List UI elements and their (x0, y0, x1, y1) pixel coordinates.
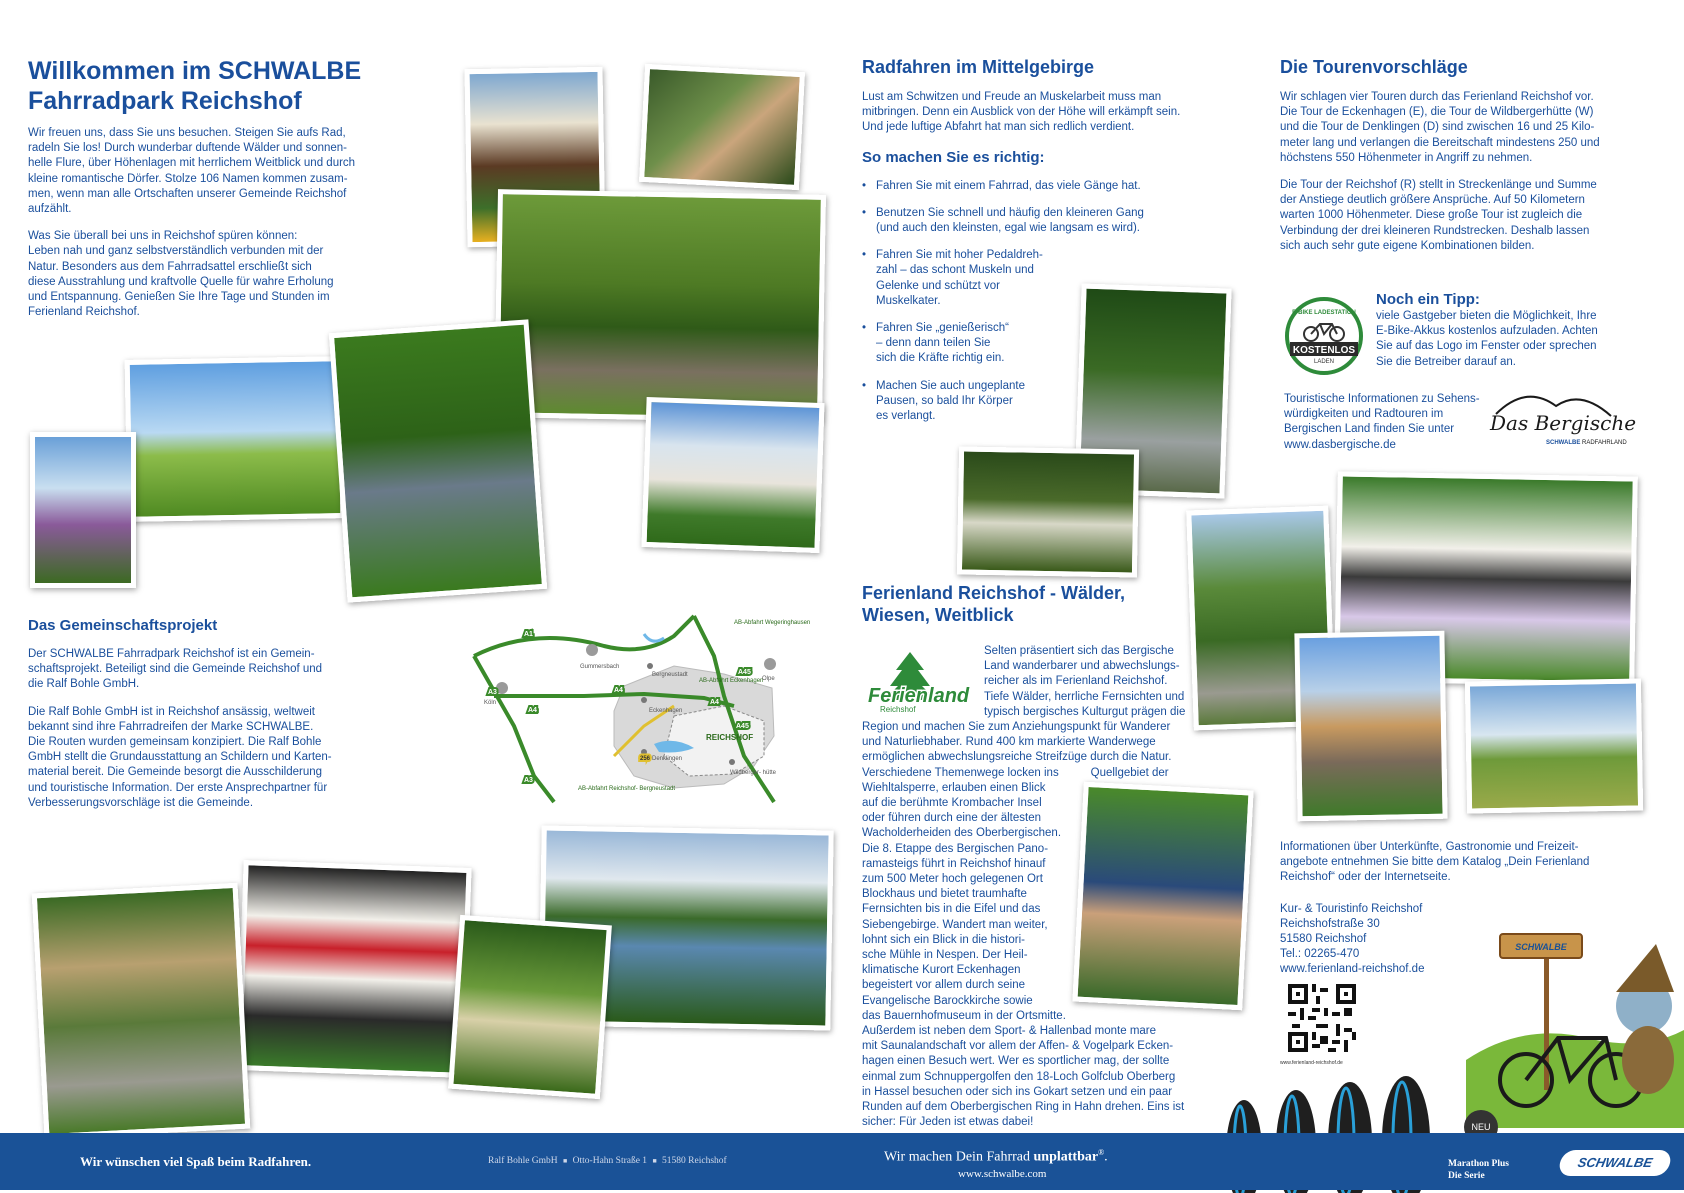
text-line: Muskelkater. (876, 294, 941, 307)
title-line-2: Fahrradpark Reichshof (28, 87, 302, 115)
richtig-title: So machen Sie es richtig: (862, 148, 1045, 166)
text-line: Gelenke und schützt vor (876, 279, 1001, 292)
bergische-logo-svg (1486, 384, 1637, 450)
tip-text (1376, 309, 1646, 370)
text-line: angebote entnehmen Sie bitte dem Katalog „Dein Ferienland (1280, 856, 1590, 869)
text-line: Wir schlagen vier Touren durch das Ferienland Reichshof vor. (1280, 91, 1594, 103)
product-line: Die Serie (1448, 1171, 1485, 1181)
text-line: Sie auf das Logo im Fenster oder sprechen (1376, 340, 1597, 353)
text-line: begeistert vor allem durch seine (862, 979, 1025, 992)
touren-title: Die Tourenvorschläge (1280, 57, 1468, 77)
photo-hill-landscape (1465, 678, 1643, 813)
welcome-para2 (28, 229, 398, 320)
title-line: Ferienland Reichshof - Wälder, (862, 583, 1126, 603)
text-line: Kur- & Touristinfo Reichshof (1280, 902, 1423, 915)
touren-p1 (1280, 90, 1660, 166)
text-line: Bergischen Land finden Sie unter (1284, 423, 1455, 436)
tour-info (1284, 392, 1494, 453)
text-line: auf die berühmte Krombacher Insel (862, 797, 1042, 810)
product-line: Marathon Plus (1448, 1159, 1509, 1169)
photo-stream (957, 446, 1139, 577)
title-line-1: Willkommen im SCHWALBE (28, 57, 362, 85)
mittelgebirge-section (862, 56, 1242, 436)
text-line: helle Flure, über Höhenlagen mit herrlichem Weitblick und durch (28, 157, 356, 170)
map-dot (641, 749, 647, 755)
text-line: diese Ausstrahlung und kraftvolle Quelle für wahre Erholung (28, 275, 334, 288)
text-line: Die Ralf Bohle GmbH ist in Reichshof ansässig, weltweit (28, 705, 315, 718)
text-line: und touristische Information. Der erste Ansprechpartner für (28, 781, 328, 794)
photo-heather (30, 432, 136, 588)
map-road-label: A4 (614, 687, 623, 694)
map-label: Eckenhagen (649, 708, 683, 714)
ferienland-title (862, 582, 1242, 626)
map-road-label: A1 (524, 631, 533, 638)
photo-forest-path (448, 915, 612, 1099)
mittelgebirge-title: Radfahren im Mittelgebirge (862, 57, 1095, 77)
text-line: Tel.: 02265-470 (1280, 948, 1360, 961)
text-line: Verbesserungsvorschläge ist die Gemeinde. (28, 796, 254, 809)
text-line: die Ralf Bohle GmbH. (28, 678, 140, 691)
text-line: Natur. Besonders aus dem Fahrradsattel erschließt sich (28, 260, 312, 273)
text-line: und Naturliebhaber. Rund 400 km markierte Wanderwege (862, 736, 1156, 749)
text-line: Ferienland Reichshof. (28, 306, 140, 319)
text-line: Reichshofstraße 30 (1280, 917, 1380, 930)
mascot-illustration (1466, 910, 1684, 1128)
map-dot (641, 697, 647, 703)
touren-p2 (1280, 178, 1660, 254)
region-map (474, 616, 811, 802)
map-road-label: A4 (528, 707, 537, 714)
text-line: • Fahren Sie mit einem Fahrrad, das viele Gänge hat. (876, 179, 1141, 192)
text-line: viele Gastgeber bieten die Möglichkeit, Ihre (1376, 310, 1597, 322)
text-line: klimatische Kurort Eckenhagen (862, 964, 1021, 977)
text-line: material bereit. Die Gemeinde besorgt die Ausschilderung (28, 766, 323, 779)
map-label: Bergneustadt (652, 672, 688, 678)
tip-title: Noch ein Tipp: (1376, 291, 1480, 308)
qr-code-icon (1288, 984, 1356, 1052)
mascot-body (1622, 1026, 1674, 1094)
text-line: Was Sie überall bei uns in Reichshof spüren können: (28, 230, 298, 243)
text-line: Fernsichten bis in die Eifel und das (862, 903, 1041, 916)
website-link[interactable]: www.ferienland-reichshof.de (1280, 963, 1425, 976)
map-label: AB-Abfahrt Reichshof- Bergneustadt (578, 786, 676, 792)
badge-top-text: E-BIKE LADESTATION (1292, 310, 1356, 316)
text-line: und Entspannung. Genießen Sie Ihre Tage und Stunden im (28, 291, 330, 304)
photo-cyclists-road (494, 189, 826, 423)
text-line: Siebengebirge. Wandert man weiter, (862, 918, 1048, 931)
text-line: radeln Sie los! Durch wunderbar duftende Wälder und sonnen- (28, 142, 347, 155)
text-line: Tiefe Wälder, herrliche Fernsichten und (984, 690, 1185, 703)
photo-meadow (125, 356, 346, 522)
separator-icon: ■ (652, 1157, 657, 1165)
text-line: Lust am Schwitzen und Freude an Muskelarbeit muss man (862, 91, 1162, 103)
map-road-label: A3 (524, 777, 533, 784)
map-label: AB-Abfahrt Eckenhagen (699, 678, 764, 684)
text-line: men, wenn man alle Ortschaften unserer Gemeinde Reichshof (28, 187, 347, 200)
text-line: das Bauernhofmuseum in der Ortsmitte. (862, 1009, 1066, 1022)
map-road-label: A3 (488, 689, 497, 696)
footer-address (488, 1156, 727, 1166)
gemeinschaft-p2 (28, 705, 398, 811)
text-line: Pausen, so bald Ihr Körper (876, 394, 1013, 407)
text-line: Die Tour de Eckenhagen (E), die Tour de Wildbergerhütte (W) (1280, 106, 1594, 119)
text-line: sche Mühle in Nespen. Der Heil- (862, 949, 1028, 962)
text-line: schaftsprojekt. Beteiligt sind die Gemeinde Reichshof und (28, 663, 323, 676)
qr-code[interactable] (1288, 984, 1356, 1052)
text-line: Selten präsentiert sich das Bergische (984, 645, 1174, 657)
map-dot (586, 644, 598, 656)
map-road-label: A45 (738, 669, 751, 676)
text-line: Touristische Informationen zu Sehens- (1284, 393, 1480, 405)
map-label: Gummersbach (580, 664, 620, 670)
text-line: typisch bergisches Kulturgut prägen die (984, 705, 1186, 718)
text-line: lohnt sich ein Blick in die histori- (862, 933, 1025, 946)
text-line: zahl – das schont Muskeln und (876, 264, 1034, 277)
ferienland-section (862, 582, 1242, 626)
text-line: • Fahren Sie mit hoher Pedaldreh- (876, 249, 1043, 262)
text-line: sich auch sehr gute eigene Kombinationen bilden. (1280, 239, 1535, 252)
gemeinschaft-p1 (28, 647, 398, 693)
tip-bullet (862, 179, 1242, 194)
text-line: Wir freuen uns, dass Sie uns besuchen. Steigen Sie aufs Rad, (28, 127, 346, 139)
text-line: bekannt sind ihre Fahrradreifen der Marke SCHWALBE. (28, 720, 314, 733)
text-line: warten 1000 Höhenmeter. Diese große Tour ist zugleich die (1280, 209, 1583, 222)
footer-greeting: Wir wünschen viel Spaß beim Radfahren. (80, 1154, 312, 1169)
photo-church (1294, 631, 1447, 822)
footer-slogan (884, 1148, 1108, 1166)
text-line: Sie die Betreiber darauf an. (1376, 355, 1517, 368)
title-line: Wiesen, Weitblick (862, 605, 1014, 625)
footer-street: Otto-Hahn Straße 1 (572, 1156, 648, 1166)
logo-sub-schwalbe: SCHWALBE (1546, 440, 1581, 446)
text-line: Verbindung der drei kleineren Rundstrecken. Deshalb lassen (1280, 224, 1590, 237)
slogan-pre: Wir machen Dein Fahrrad (884, 1149, 1030, 1165)
map-dot (647, 663, 653, 669)
tip-bullet (862, 379, 1242, 425)
photo-couple (639, 64, 805, 190)
text-line: Verschiedene Themenwege locken ins Quellgebiet der (862, 766, 1169, 779)
logo-script: Das Bergische (1490, 411, 1637, 435)
gemeinschaft-section (28, 616, 398, 823)
text-line: mitbringen. Denn ein Ausblick von der Höhe will erkämpft sein. (862, 106, 1181, 119)
text-line: es verlangt. (876, 410, 936, 423)
map-label: AB-Abfahrt Wegeringhausen (734, 620, 811, 626)
text-line: würdigkeiten und Radtouren im (1284, 408, 1444, 421)
logo-text: Ferienland (868, 685, 970, 707)
badge-kostenlos: KOSTENLOS (1292, 345, 1356, 356)
map-road-a1 (474, 616, 694, 656)
map-road-label: A45 (736, 723, 749, 730)
neu-badge: NEU (1464, 1110, 1498, 1144)
text-line: Reichshof“ oder der Internetseite. (1280, 871, 1451, 884)
text-line: Region und machen Sie zum Anziehungspunkt für Wanderer (862, 721, 1171, 734)
mittelgebirge-intro (862, 90, 1242, 136)
text-line: Wiehltalsperre, erlauben einen Blick (862, 781, 1046, 794)
map-label: Köln (484, 700, 497, 706)
welcome-intro (28, 126, 398, 217)
map-label: Olpe (762, 676, 775, 682)
text-line: sich die Kräfte richtig ein. (876, 352, 1005, 365)
map-dot (764, 658, 776, 670)
schwalbe-logo (1557, 1150, 1673, 1176)
text-line: ermöglichen abwechslungsreiche Streifzüge durch die Natur. (862, 751, 1172, 764)
slogan-bold: unplattbar (1033, 1149, 1099, 1165)
ebike-badge (1284, 296, 1364, 376)
text-line: Blockhaus und bietet traumhafte (862, 888, 1027, 901)
text-line: Informationen über Unterkünfte, Gastronomie und Freizeit- (1280, 841, 1579, 853)
text-line: mit Saunalandschaft vor allem der Affen- & Vogelpark Ecken- (862, 1040, 1174, 1053)
text-line: • Benutzen Sie schnell und häufig den kleineren Gang (876, 206, 1144, 219)
text-line: 51580 Reichshof (1280, 933, 1367, 946)
text-line: aufzählt. (28, 203, 72, 216)
touren-section (1280, 56, 1660, 266)
map-road-label: 256 (640, 756, 651, 762)
map-dot (496, 682, 508, 694)
text-line: E-Bike-Akkus kostenlos aufzuladen. Achten (1376, 325, 1598, 338)
website-link[interactable]: www.dasbergische.de (1284, 438, 1396, 451)
footer-url[interactable]: www.schwalbe.com (958, 1168, 1047, 1180)
logo-sub-radfahrland: RADFAHRLAND (1582, 440, 1627, 446)
welcome-section (28, 56, 398, 332)
footer-city: 51580 Reichshof (662, 1156, 727, 1166)
text-line: – denn dann teilen Sie (876, 337, 991, 350)
mascot-svg (1466, 910, 1684, 1128)
text-line: Evangelische Barockkirche sowie (862, 994, 1033, 1007)
map-road-label: A4 (710, 699, 719, 706)
text-line: zum 500 Meter hoch gelegenen Ort (862, 873, 1043, 886)
slogan-dot: . (1104, 1149, 1108, 1165)
text-line: meter lang und verlangen die Bereitschaft mindestens 250 und (1280, 136, 1600, 149)
text-line: Und jede luftige Abfahrt hat man sich redlich verdient. (862, 121, 1135, 134)
text-line: Wacholderheiden des Oberbergischen. (862, 827, 1062, 840)
slogan-reg: ® (1098, 1148, 1105, 1157)
text-line: kleine romantische Dörfer. Stolze 106 Namen kommen zusam- (28, 172, 348, 185)
logo-subtext: Reichshof (880, 705, 916, 714)
page-title (28, 56, 398, 116)
photo-kids-lying (329, 319, 547, 602)
ferienland-text (862, 644, 1262, 1131)
photo-castle (641, 397, 824, 553)
text-line: der Anstiege deutlich größere Ansprüche. Auf 50 Kilometern (1280, 194, 1585, 207)
footer-product (1448, 1158, 1509, 1182)
tip-bullet (862, 248, 1242, 309)
schwalbe-logo-text: SCHWALBE (1576, 1155, 1654, 1170)
photo-flower-house (236, 860, 471, 1078)
mascot-hat (1616, 944, 1674, 992)
text-line: einmal zum Schnuppergolfen den 18-Loch Golfclub Oberberg (862, 1070, 1176, 1083)
das-bergische-logo (1486, 384, 1637, 450)
text-line: sicher: Für Jeden ist etwas dabei! (862, 1116, 1034, 1129)
text-line: Runden auf dem Oberbergischen Ring in Hahn drehen. Eins ist (862, 1101, 1185, 1114)
tip-section (1376, 290, 1646, 370)
info-text (1280, 840, 1660, 886)
ebike-badge-svg (1284, 296, 1364, 376)
text-line: reicher als im Ferienland Reichshof. (984, 675, 1168, 688)
text-line: Außerdem ist neben dem Sport- & Hallenbad monte mare (862, 1025, 1157, 1038)
text-line: (und auch den kleinsten, egal wie langsam es wird). (876, 222, 1141, 235)
text-line: hagen einen Besuch wert. Wer es sportlicher mag, der sollte (862, 1055, 1170, 1068)
text-line: Die Routen wurden gemeinsam konzipiert. Die Ralf Bohle (28, 736, 322, 749)
text-line: in Hassel besuchen oder sich ins Gokart setzen und ein paar (862, 1085, 1173, 1098)
map-dot (729, 759, 735, 765)
text-line: höchstens 550 Höhenmeter in Angriff zu nehmen. (1280, 151, 1533, 164)
text-line: Die 8. Etappe des Bergischen Pano- (862, 842, 1049, 855)
badge-laden: LADEN (1313, 359, 1335, 365)
text-line: und die Tour de Denklingen (D) sind zwischen 16 und 25 Kilo- (1280, 121, 1595, 134)
text-line: Die Tour der Reichshof (R) stellt in Streckenlänge und Summe (1280, 179, 1597, 192)
map-label: Denklingen (652, 756, 683, 762)
qr-caption: www.ferienland-reichshof.de (1280, 1060, 1343, 1066)
text-line: GmbH stellt die Grundausstattung an Schildern und Karten- (28, 751, 332, 764)
text-line: Leben nah und ganz selbstverständlich verbunden mit der (28, 245, 324, 258)
text-line: ramasteigs führt in Reichshof hinauf (862, 857, 1046, 870)
text-line: Land wanderbarer und abwechslungs- (984, 660, 1180, 673)
gemeinschaft-title: Das Gemeinschaftsprojekt (28, 617, 218, 634)
tip-bullet (862, 321, 1242, 367)
map-label: Wildberger- hütte (730, 770, 777, 776)
map-svg (474, 616, 811, 802)
text-line: Der SCHWALBE Fahrradpark Reichshof ist ein Gemein- (28, 648, 315, 660)
separator-icon: ■ (563, 1157, 568, 1165)
footer-company: Ralf Bohle GmbH (488, 1156, 558, 1166)
text-line: • Machen Sie auch ungeplante (876, 379, 1025, 392)
text-line: • Fahren Sie „genießerisch“ (876, 322, 1009, 335)
map-lake-2 (644, 634, 664, 641)
sign-text: SCHWALBE (1515, 942, 1567, 952)
map-label: REICHSHOF (706, 733, 754, 742)
tip-bullet (862, 206, 1242, 236)
photo-cyclists-path (32, 883, 251, 1139)
map-road-a3 (474, 656, 554, 802)
text-line: oder führen durch eine der ältesten (862, 812, 1042, 825)
